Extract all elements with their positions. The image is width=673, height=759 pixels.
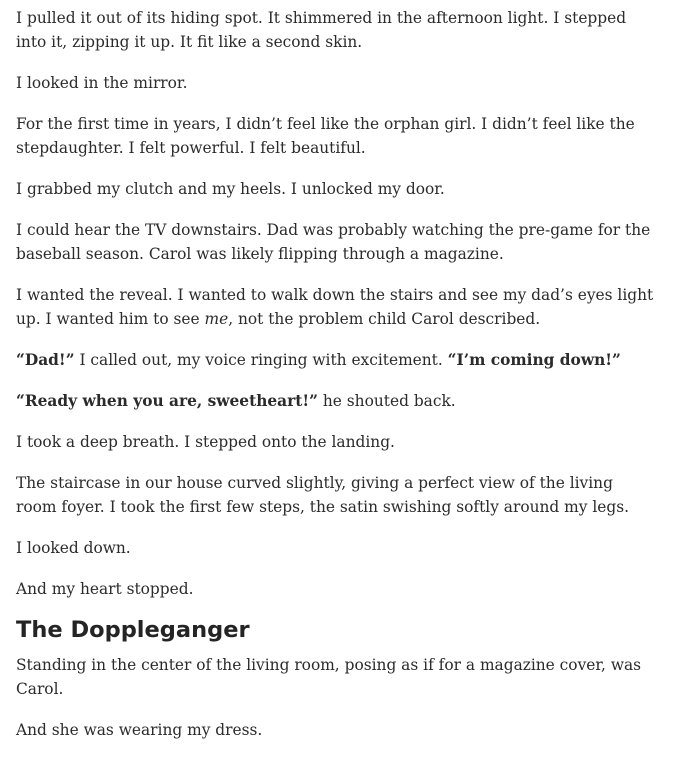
paragraph: I pulled it out of its hiding spot. It shimmered in the afternoon light. I stepped into it, zipping it up. It fit like a second skin. — [16, 9, 627, 51]
dialogue-quote: “Ready when you are, sweetheart!” — [16, 392, 318, 410]
paragraph: I took a deep breath. I stepped onto the landing. — [16, 433, 395, 451]
paragraph: For the first time in years, I didn’t feel like the orphan girl. I didn’t feel like the stepdaughter. I felt powerful. I felt beautiful. — [16, 115, 635, 157]
dialogue-quote: “I’m coming down!” — [447, 351, 621, 369]
paragraph: The staircase in our house curved slightly, giving a perfect view of the living room foyer. I took the first few steps, the satin swishing softly around my legs. — [16, 474, 630, 516]
paragraph: I grabbed my clutch and my heels. I unlocked my door. — [16, 180, 445, 198]
paragraph: And she was wearing my dress. — [16, 721, 263, 739]
paragraph-text: I called out, my voice ringing with excitement. — [74, 351, 448, 369]
article-body — [16, 6, 656, 759]
paragraph-text: I wanted the reveal. I wanted to walk down the stairs and see my dad’s eyes light up. I wanted him to see — [16, 286, 654, 328]
paragraph — [16, 283, 656, 331]
paragraph-text: , not the problem child Carol described. — [228, 310, 541, 328]
paragraph: I could hear the TV downstairs. Dad was probably watching the pre-game for the baseball season. Carol was likely flipping through a magazine. — [16, 221, 651, 263]
paragraph: I looked in the mirror. — [16, 74, 188, 92]
paragraph: And my heart stopped. — [16, 580, 194, 598]
paragraph — [16, 348, 656, 372]
dialogue-quote: “Dad!” — [16, 351, 75, 369]
paragraph: I looked down. — [16, 539, 131, 557]
paragraph: Standing in the center of the living room, posing as if for a magazine cover, was Carol. — [16, 656, 642, 698]
paragraph-text: he shouted back. — [317, 392, 456, 410]
emphasized-text: me — [204, 310, 229, 328]
section-heading: The Doppleganger — [16, 617, 250, 643]
paragraph — [16, 389, 656, 413]
